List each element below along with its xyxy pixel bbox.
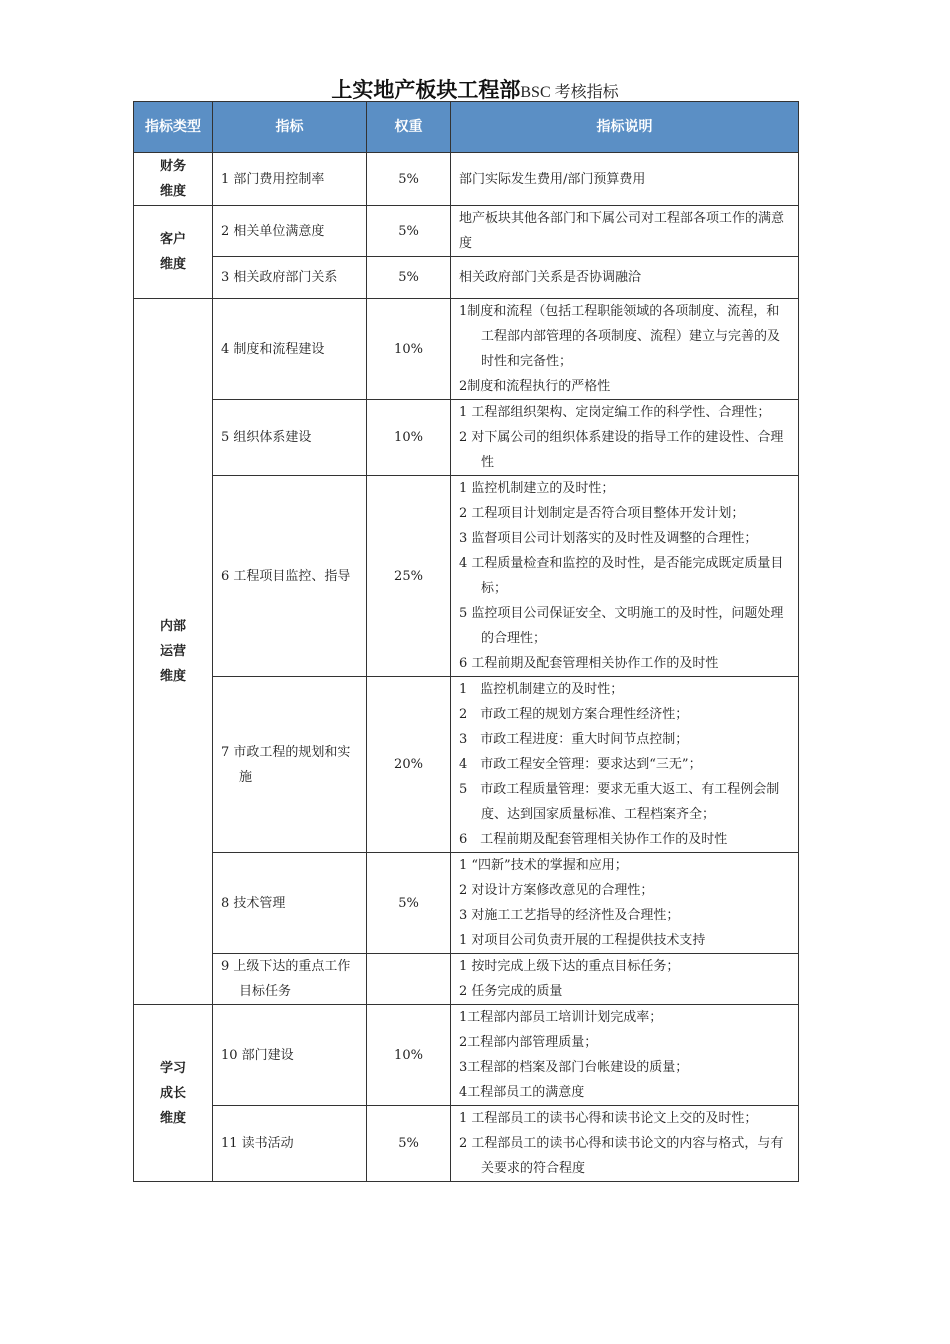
description-line: 1 监控机制建立的及时性； <box>459 682 624 697</box>
table-row <box>134 1106 799 1182</box>
title-main: 上实地产板块工程部 <box>331 78 521 102</box>
description-cell <box>451 1106 799 1182</box>
description-cell <box>451 853 799 954</box>
description-line: 5 市政工程质量管理：要求无重大返工、有工程例会制度、达到国家质量标准、工程档案齐全； <box>459 782 780 822</box>
description-line: 2 市政工程的规划方案合理性经济性； <box>459 707 689 722</box>
description-cell <box>451 400 799 476</box>
description-line: 2制度和流程执行的严格性 <box>459 379 611 394</box>
weight-cell: 10% <box>367 400 451 476</box>
weight-cell: 25% <box>367 476 451 677</box>
header-indicator: 指标 <box>213 102 367 153</box>
indicator-cell: 5 组织体系建设 <box>213 400 367 476</box>
description-line: 地产板块其他各部门和下属公司对工程部各项工作的满意度 <box>459 211 785 251</box>
indicator-cell: 6 工程项目监控、指导 <box>213 476 367 677</box>
description-line: 4 工程质量检查和监控的及时性，是否能完成既定质量目标； <box>459 556 784 596</box>
description-line: 4工程部员工的满意度 <box>459 1085 585 1100</box>
title-sub: BSC 考核指标 <box>520 84 619 101</box>
indicator-cell: 1 部门费用控制率 <box>213 153 367 206</box>
indicator-cell: 3 相关政府部门关系 <box>213 257 367 299</box>
category-internal <box>134 299 213 1005</box>
description-line: 2 工程部员工的读书心得和读书论文的内容与格式，与有关要求的符合程度 <box>459 1136 784 1176</box>
indicator-cell: 2 相关单位满意度 <box>213 206 367 257</box>
indicator-cell: 11 读书活动 <box>213 1106 367 1182</box>
table-row <box>134 206 799 257</box>
indicator-text: 7 市政工程的规划和实施 <box>221 744 351 785</box>
description-line: 1 工程部组织架构、定岗定编工作的科学性、合理性； <box>459 405 771 420</box>
category-label: 财务维度 <box>159 159 186 199</box>
weight-cell: 10% <box>367 1005 451 1106</box>
description-line: 1制度和流程（包括工程职能领域的各项制度、流程，和工程部内部管理的各项制度、流程）建立与完善的及时性和完备性； <box>459 304 781 369</box>
table-row <box>134 400 799 476</box>
description-cell <box>451 677 799 853</box>
category-label: 学习成长维度 <box>159 1060 186 1126</box>
description-line: 6 工程前期及配套管理相关协作工作的及时性 <box>459 656 719 671</box>
category-label: 内部运营维度 <box>159 619 186 684</box>
category-finance <box>134 153 213 206</box>
description-line: 1 监控机制建立的及时性； <box>459 481 615 496</box>
category-label: 客户维度 <box>159 232 186 272</box>
description-line: 2 对下属公司的组织体系建设的指导工作的建设性、合理性 <box>459 430 784 470</box>
table-row <box>134 677 799 853</box>
table-row <box>134 954 799 1005</box>
indicator-cell: 4 制度和流程建设 <box>213 299 367 400</box>
header-weight: 权重 <box>367 102 451 153</box>
weight-cell: 20% <box>367 677 451 853</box>
weight-cell: 5% <box>367 853 451 954</box>
description-line: 1工程部内部员工培训计划完成率； <box>459 1010 663 1025</box>
bsc-table <box>133 101 799 1182</box>
description-cell <box>451 206 799 257</box>
indicator-cell <box>213 677 367 853</box>
description-line: 2 任务完成的质量 <box>459 984 563 999</box>
table-row <box>134 299 799 400</box>
table-row <box>134 1005 799 1106</box>
description-line: 1 工程部员工的读书心得和读书论文上交的及时性； <box>459 1111 758 1126</box>
table-row <box>134 153 799 206</box>
indicator-cell: 10 部门建设 <box>213 1005 367 1106</box>
description-line: 3 市政工程进度：重大时间节点控制； <box>459 732 689 747</box>
indicator-text: 9 上级下达的重点工作目标任务 <box>221 959 351 999</box>
weight-cell: 5% <box>367 153 451 206</box>
description-line: 2工程部内部管理质量； <box>459 1035 598 1050</box>
description-line: 5 监控项目公司保证安全、文明施工的及时性，问题处理的合理性； <box>459 606 784 646</box>
description-cell <box>451 299 799 400</box>
table-row <box>134 476 799 677</box>
table-row <box>134 853 799 954</box>
description-line: 3 监督项目公司计划落实的及时性及调整的合理性； <box>459 531 758 546</box>
description-line: 4 市政工程安全管理：要求达到“三无”； <box>459 757 702 772</box>
table-header-row <box>134 102 799 153</box>
description-line: 相关政府部门关系是否协调融洽 <box>459 270 642 285</box>
weight-cell: 5% <box>367 257 451 299</box>
description-line: 2 工程项目计划制定是否符合项目整体开发计划； <box>459 506 745 521</box>
description-line: 部门实际发生费用/部门预算费用 <box>459 171 646 187</box>
category-customer <box>134 206 213 299</box>
description-cell <box>451 954 799 1005</box>
description-cell <box>451 153 799 206</box>
table-row <box>134 257 799 299</box>
description-line: 1 “四新”技术的掌握和应用； <box>459 858 628 873</box>
description-cell <box>451 476 799 677</box>
description-line: 3 对施工工艺指导的经济性及合理性； <box>459 908 680 923</box>
header-description: 指标说明 <box>451 102 799 153</box>
description-cell <box>451 1005 799 1106</box>
description-line: 2 对设计方案修改意见的合理性； <box>459 883 654 898</box>
weight-cell: 5% <box>367 1106 451 1182</box>
weight-cell: 5% <box>367 206 451 257</box>
indicator-cell <box>213 954 367 1005</box>
description-line: 1 对项目公司负责开展的工程提供技术支持 <box>459 933 706 948</box>
description-line: 6 工程前期及配套管理相关协作工作的及时性 <box>459 832 728 847</box>
weight-cell <box>367 954 451 1005</box>
header-type: 指标类型 <box>134 102 213 153</box>
description-cell <box>451 257 799 299</box>
page-title <box>0 74 950 104</box>
indicator-cell: 8 技术管理 <box>213 853 367 954</box>
description-line: 1 按时完成上级下达的重点目标任务； <box>459 959 680 974</box>
category-learning <box>134 1005 213 1182</box>
description-line: 3工程部的档案及部门台帐建设的质量； <box>459 1060 689 1075</box>
weight-cell: 10% <box>367 299 451 400</box>
